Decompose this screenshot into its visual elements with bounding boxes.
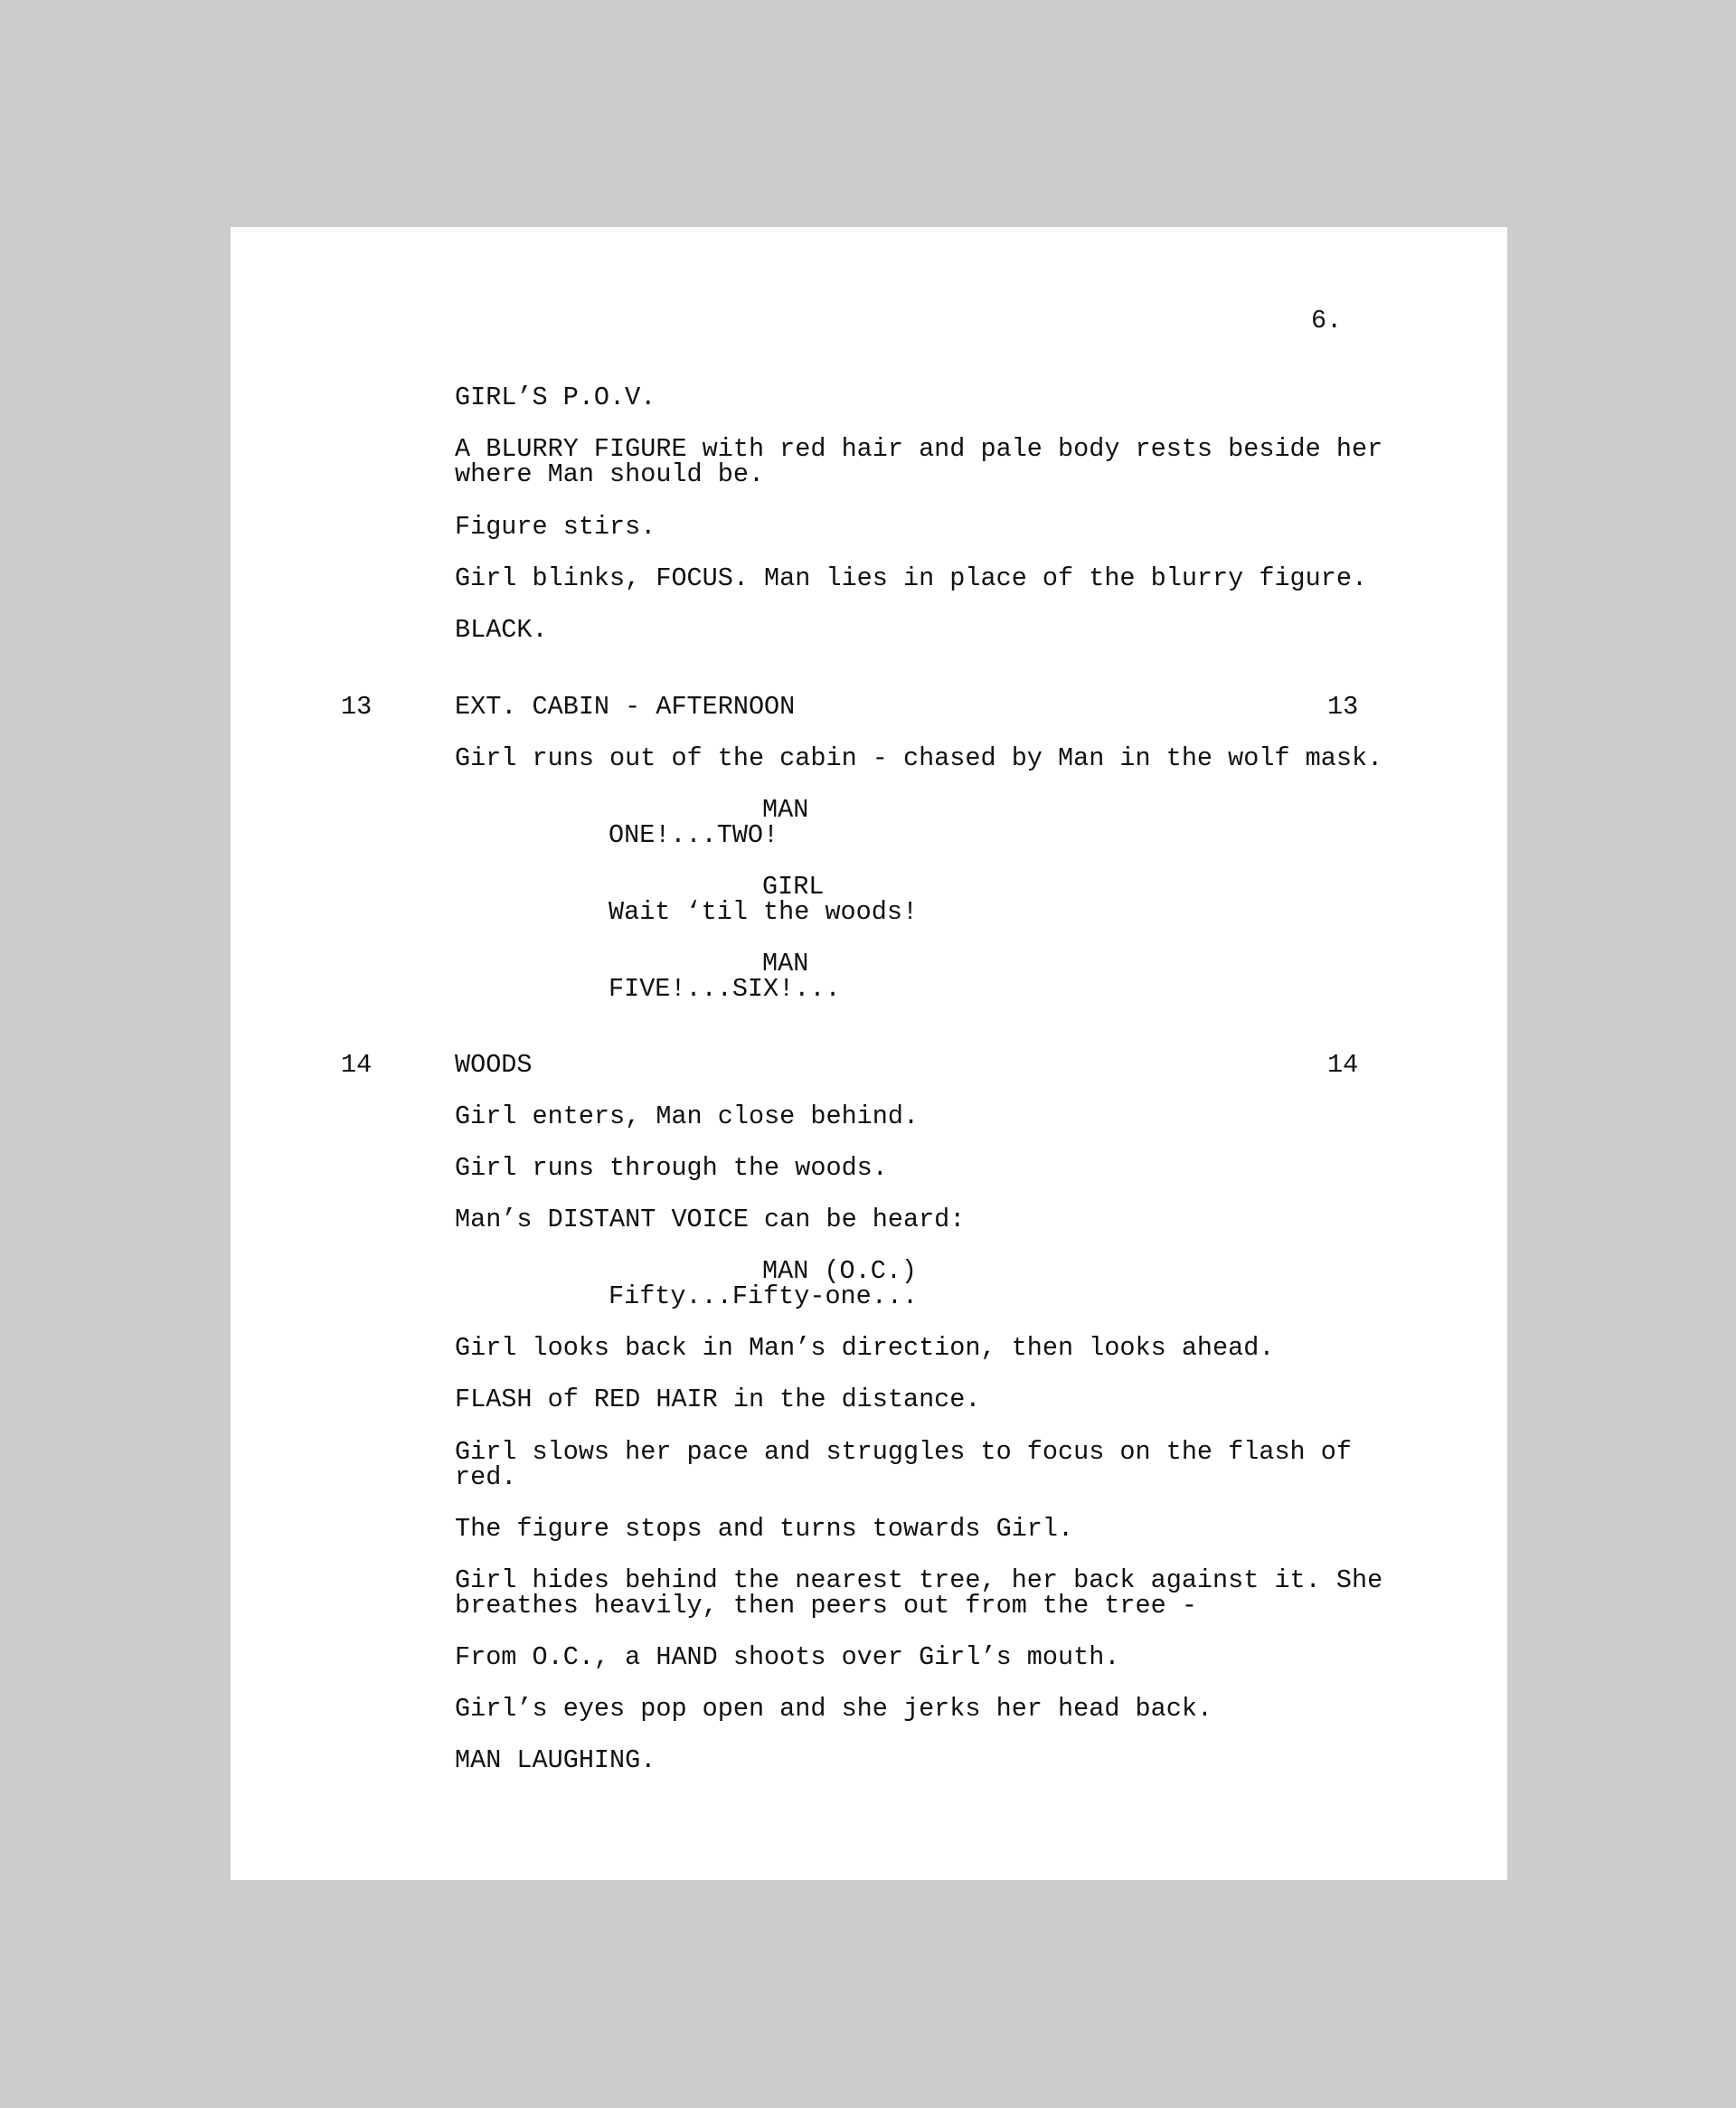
action-line: BLACK.	[455, 615, 548, 645]
dialogue-line: ONE!...TWO!	[609, 820, 779, 850]
action-line: Girl’s eyes pop open and she jerks her head back.	[455, 1694, 1213, 1724]
page-number: 6.	[1311, 306, 1343, 336]
character-cue: MAN	[762, 795, 809, 825]
action-line: Girl enters, Man close behind.	[455, 1101, 920, 1131]
script-page	[231, 227, 1507, 1880]
scene-number-left: 14	[341, 1050, 373, 1080]
scene-number-right: 14	[1327, 1050, 1359, 1080]
action-line: Figure stirs.	[455, 512, 656, 542]
character-cue: MAN (O.C.)	[762, 1256, 918, 1286]
action-line: breathes heavily, then peers out from the tree -	[455, 1591, 1197, 1621]
action-line: From O.C., a HAND shoots over Girl’s mouth.	[455, 1642, 1120, 1672]
action-line: FLASH of RED HAIR in the distance.	[455, 1385, 981, 1414]
scene-number-left: 13	[341, 692, 373, 722]
scene-number-right: 13	[1327, 692, 1359, 722]
dialogue-line: Fifty...Fifty-one...	[609, 1281, 919, 1311]
action-line: Man’s DISTANT VOICE can be heard:	[455, 1205, 966, 1234]
action-line: A BLURRY FIGURE with red hair and pale body rests beside her	[455, 434, 1383, 464]
action-line: Girl looks back in Man’s direction, then looks ahead.	[455, 1333, 1275, 1363]
action-line: The figure stops and turns towards Girl.	[455, 1514, 1074, 1544]
action-line: where Man should be.	[455, 459, 765, 489]
action-line: Girl hides behind the nearest tree, her back against it. She	[455, 1565, 1383, 1595]
character-cue: MAN	[762, 949, 809, 978]
action-line: Girl runs out of the cabin - chased by Man in the wolf mask.	[455, 743, 1383, 773]
action-line: MAN LAUGHING.	[455, 1745, 656, 1775]
scene-heading: WOODS	[455, 1050, 533, 1080]
action-line: Girl runs through the woods.	[455, 1153, 888, 1183]
action-line: Girl slows her pace and struggles to focus on the flash of	[455, 1437, 1352, 1467]
character-cue: GIRL	[762, 872, 825, 902]
action-line: Girl blinks, FOCUS. Man lies in place of the blurry figure.	[455, 563, 1368, 593]
dialogue-line: FIVE!...SIX!...	[609, 974, 841, 1004]
action-line: red.	[455, 1462, 517, 1492]
scene-heading: EXT. CABIN - AFTERNOON	[455, 692, 796, 722]
action-line: GIRL’S P.O.V.	[455, 383, 656, 412]
dialogue-line: Wait ‘til the woods!	[609, 897, 919, 927]
